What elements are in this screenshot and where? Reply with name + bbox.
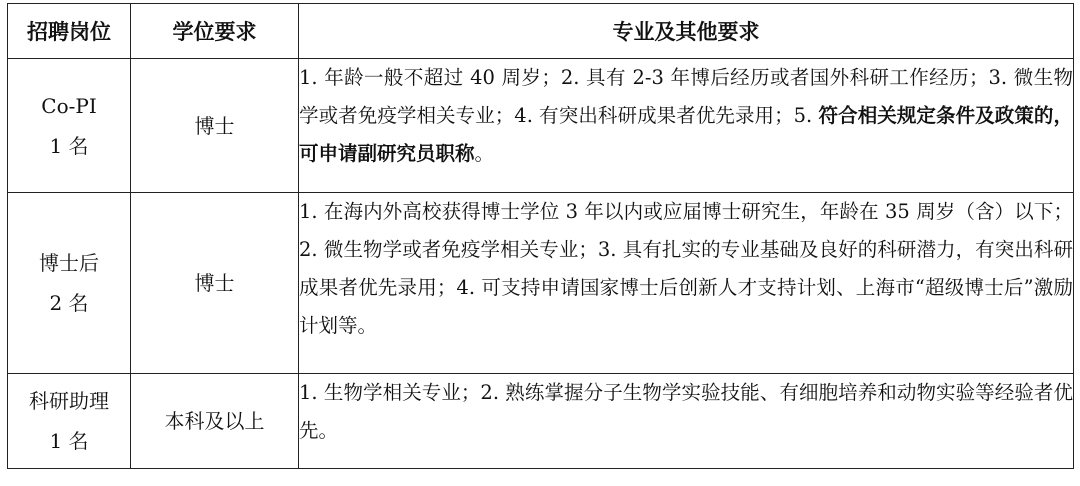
header-row xyxy=(8,4,1074,59)
requirements-cell: 1. 生物学相关专业；2. 熟练掌握分子生物学实验技能、有细胞培养和动物实验等经验者优先。 xyxy=(299,374,1074,469)
position-cell xyxy=(8,193,131,374)
header-position: 招聘岗位 xyxy=(8,4,131,59)
table-row-research-assistant xyxy=(8,374,1074,469)
position-count: 2 名 xyxy=(49,291,89,315)
header-requirements: 专业及其他要求 xyxy=(299,4,1074,59)
position-title: 科研助理 xyxy=(29,389,109,413)
requirements-cell: 1. 在海内外高校获得博士学位 3 年以内或应届博士研究生，年龄在 35 周岁（含）以下；2. 微生物学或者免疫学相关专业；3. 具有扎实的专业基础及良好的科研潜力，有突出科研成果者优先录用；4. 可支持申请国家博士后创新人才支持计划、上海市“超级博士后”激励计划等。 xyxy=(299,193,1074,374)
position-count: 1 名 xyxy=(49,429,89,453)
requirements-text: 1. 年龄一般不超过 40 周岁；2. 具有 2-3 年博后经历或者国外科研工作经历；3. 微生物学或者免疫学相关专业；4. 有突出科研成果者优先录用；5. xyxy=(299,66,1073,127)
requirements-end: 。 xyxy=(474,142,495,165)
header-degree: 学位要求 xyxy=(131,4,299,59)
degree-cell: 博士 xyxy=(131,193,299,374)
degree-cell: 本科及以上 xyxy=(131,374,299,469)
position-cell xyxy=(8,374,131,469)
position-title: 博士后 xyxy=(39,251,99,275)
position-cell xyxy=(8,59,131,193)
position-title: Co-PI xyxy=(41,93,97,118)
table-row-postdoc xyxy=(8,193,1074,374)
requirements-cell xyxy=(299,59,1074,193)
recruitment-table xyxy=(7,3,1074,469)
degree-cell: 博士 xyxy=(131,59,299,193)
table-row-co-pi xyxy=(8,59,1074,193)
position-count: 1 名 xyxy=(49,133,89,158)
requirements-emphasis: 符合相关规定条件及政策的，可申请副研究员职称 xyxy=(299,104,1073,165)
